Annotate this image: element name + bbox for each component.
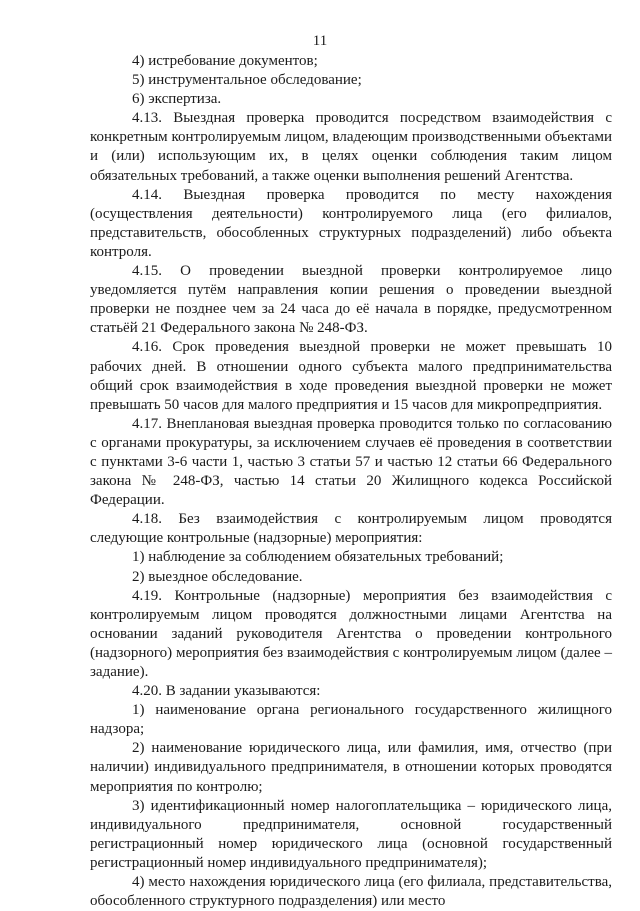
paragraph: 4.20. В задании указываются: [132, 683, 321, 700]
paragraph: 2) выездное обследование. [132, 568, 303, 585]
document-body [90, 52, 612, 911]
page-number: 11 [312, 33, 328, 49]
paragraph: 1) наблюдение за соблюдением обязательных требований; [132, 549, 504, 566]
paragraph: 5) инструментальное обследование; [132, 72, 362, 89]
paragraph: 4.18. Без взаимодействия с контролируемым лицом проводятся следующие контрольные (надзорные) мероприятия: [90, 511, 612, 547]
paragraph: 4.13. Выездная проверка проводится посредством взаимодействия с конкретным контролируемым лицом, владеющим производственными объектами и (или) использующим их, в целях оценки соблюдения таким лицом обязательных требований, а также оценки выполнения решений Агентства. [90, 110, 612, 184]
paragraph: 6) экспертиза. [132, 91, 222, 108]
paragraph: 4) место нахождения юридического лица (его филиала, представительства, обособленного структурного подразделения) или место [90, 874, 612, 910]
paragraph: 4.14. Выездная проверка проводится по месту нахождения (осуществления деятельности) контролируемого лица (его филиалов, представительств, обособленных структурных подразделений) либо объекта контроля. [90, 186, 612, 260]
paragraph: 4.16. Срок проведения выездной проверки не может превышать 10 рабочих дней. В отношении одного субъекта малого предпринимательства общий срок взаимодействия в ходе проведения выездной проверки не может превышать 50 часов для малого предприятия и 15 часов для микропредприятия. [90, 339, 612, 413]
paragraph: 2) наименование юридического лица, или фамилия, имя, отчество (при наличии) индивидуального предпринимателя, в отношении которых проводятся мероприятия по контролю; [90, 740, 612, 795]
paragraph: 4.15. О проведении выездной проверки контролируемое лицо уведомляется путём направления копии решения о проведении выездной проверки не позднее чем за 24 часа до её начала в порядке, предусмотренном статьёй 21 Федерального закона № 248-ФЗ. [90, 263, 612, 337]
paragraph: 4) истребование документов; [132, 53, 318, 69]
paragraph: 3) идентификационный номер налогоплательщика – юридического лица, индивидуального предпринимателя, основной государственный регистрационный номер юридического лица (основной государственный регистрационный номер индивидуального предпринимателя); [90, 797, 612, 871]
paragraph: 4.19. Контрольные (надзорные) мероприятия без взаимодействия с контролируемым лицом проводятся должностными лицами Агентства на основании заданий руководителя Агентства о проведении контрольного (надзорного) мероприятия без взаимодействия с контролируемым лицом (далее – задание). [90, 587, 612, 680]
paragraph: 1) наименование органа регионального государственного жилищного надзора; [90, 702, 612, 738]
paragraph: 4.17. Внеплановая выездная проверка проводится только по согласованию с органами прокуратуры, за исключением случаев её проведения в соответствии с пунктами 3-6 части 1, частью 3 статьи 57 и частью 12 статьи 66 Федерального закона № 248-ФЗ, частью 14 статьи 20 Жилищного кодекса Российской Федерации. [90, 415, 612, 509]
